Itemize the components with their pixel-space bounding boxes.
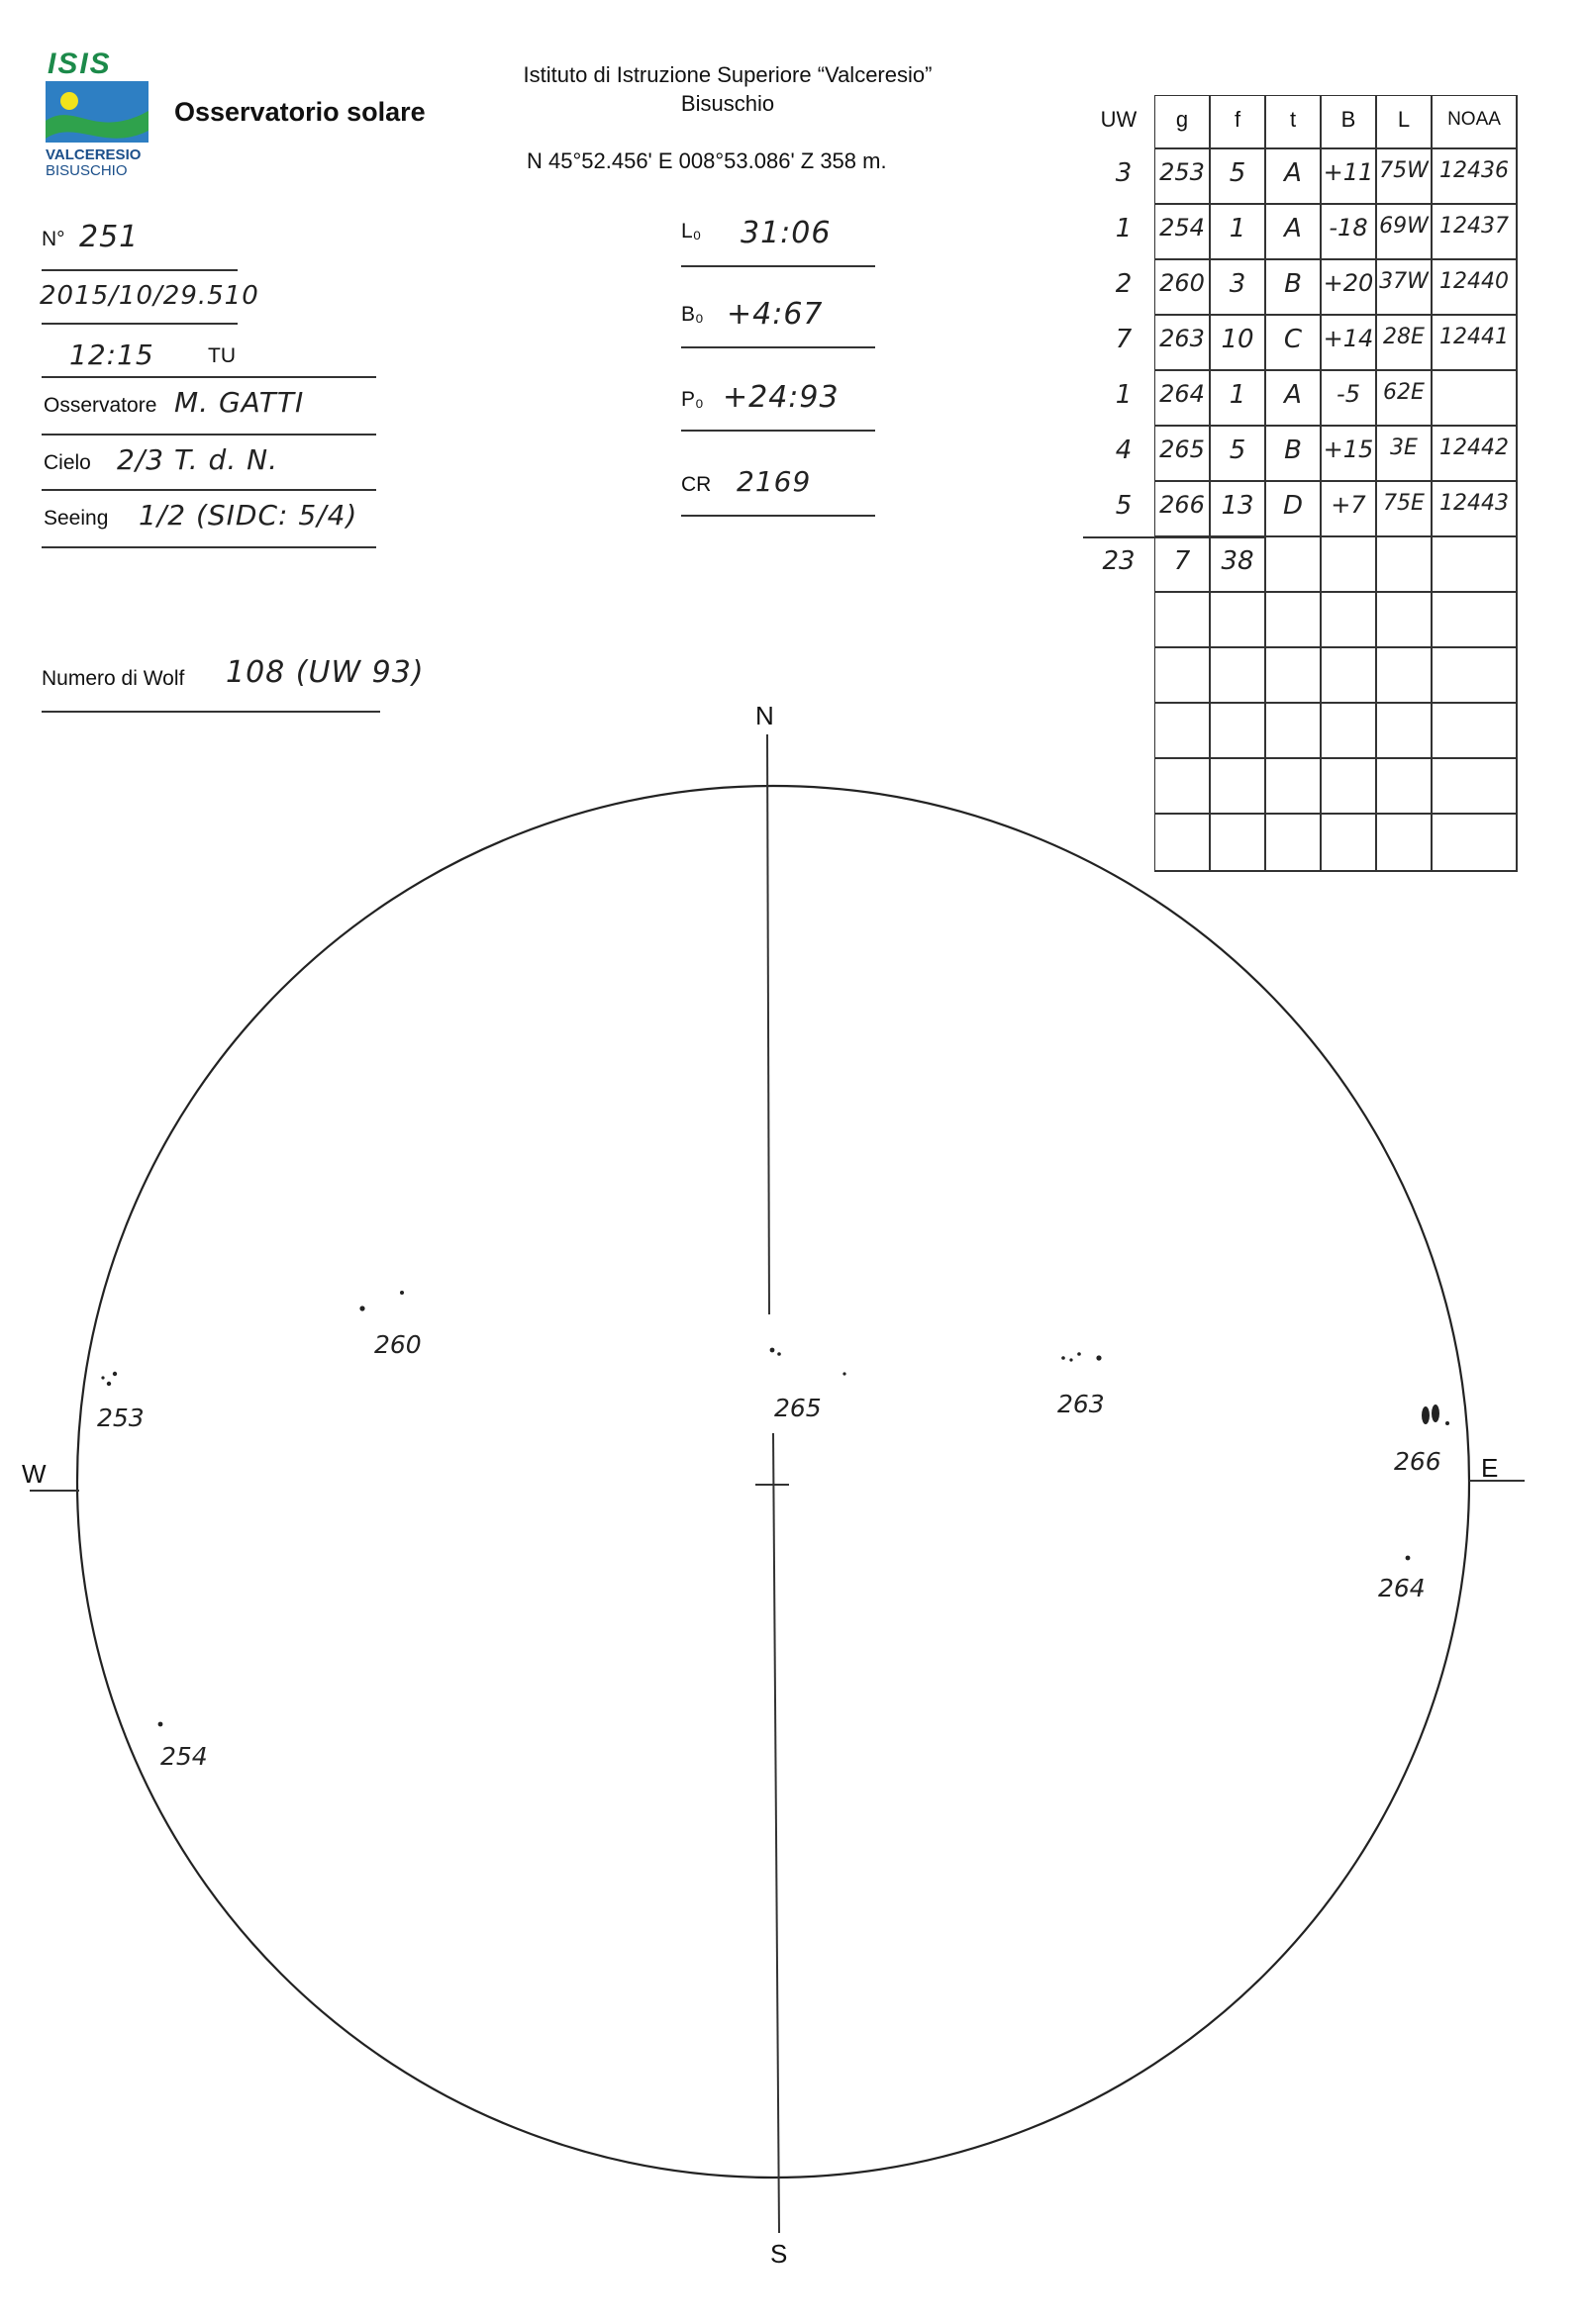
- spot-254-a: [158, 1722, 163, 1727]
- row-type: A: [1284, 380, 1302, 410]
- header-f: f: [1234, 107, 1241, 132]
- row-group: 253: [1159, 158, 1205, 186]
- l0-underline: [681, 265, 875, 267]
- observer-label: Osservatore: [44, 394, 157, 417]
- row-noaa: 12443: [1439, 491, 1509, 516]
- logo-line-2: BISUSCHIO: [46, 162, 128, 179]
- row-longitude: 75E: [1383, 491, 1425, 516]
- group-label-266: 266: [1394, 1447, 1441, 1476]
- spot-264-a: [1406, 1556, 1411, 1561]
- spot-253-b: [107, 1382, 111, 1386]
- row-uw: 3: [1115, 158, 1133, 188]
- row-latitude: +7: [1331, 491, 1366, 519]
- spot-263-b: [1069, 1358, 1072, 1361]
- row-latitude: +14: [1323, 325, 1374, 352]
- row-latitude: +11: [1323, 158, 1374, 186]
- header-l: L: [1397, 107, 1411, 132]
- spot-266-b: [1432, 1404, 1439, 1422]
- seeing-underline: [42, 546, 376, 548]
- spot-253-a: [113, 1372, 117, 1376]
- cr-underline: [681, 515, 875, 517]
- p0-value: +24:93: [723, 380, 840, 415]
- spot-263-a: [1061, 1356, 1065, 1360]
- institute-logo: [42, 48, 150, 186]
- header-b: B: [1340, 107, 1356, 132]
- group-label-260: 260: [374, 1330, 422, 1359]
- header-uw: UW: [1100, 107, 1138, 132]
- spot-266-a: [1422, 1406, 1430, 1424]
- row-spots: 5: [1229, 158, 1246, 188]
- row-group: 264: [1159, 380, 1205, 408]
- group-label-253: 253: [97, 1404, 145, 1432]
- wolf-value: 108 (UW 93): [226, 655, 425, 690]
- row-latitude: -5: [1336, 380, 1360, 408]
- row-longitude: 75W: [1379, 158, 1429, 183]
- row-noaa: 12440: [1439, 269, 1509, 294]
- row-spots: 3: [1229, 269, 1246, 299]
- total-groups: 7: [1173, 546, 1191, 576]
- group-label-263: 263: [1057, 1390, 1105, 1418]
- north-label: N: [755, 701, 774, 730]
- row-spots: 13: [1221, 491, 1254, 521]
- institute-name: Istituto di Istruzione Superiore “Valceresio”: [523, 62, 933, 87]
- spot-263-d: [1096, 1355, 1101, 1360]
- row-longitude: 37W: [1379, 269, 1429, 294]
- b0-value: +4:67: [727, 297, 824, 332]
- row-type: D: [1282, 491, 1304, 521]
- row-group: 265: [1159, 436, 1205, 463]
- row-type: A: [1284, 158, 1302, 188]
- spot-263-c: [1077, 1352, 1081, 1356]
- header-noaa: NOAA: [1447, 109, 1501, 130]
- l0-label: L₀: [681, 220, 702, 242]
- row-type: C: [1283, 325, 1303, 354]
- date-value: 2015/10/29.510: [40, 281, 259, 311]
- row-type: A: [1284, 214, 1302, 243]
- number-label: N°: [42, 228, 65, 250]
- row-longitude: 69W: [1379, 214, 1429, 239]
- row-longitude: 28E: [1383, 325, 1425, 349]
- wolf-label: Numero di Wolf: [42, 667, 185, 690]
- cr-value: 2169: [737, 465, 812, 498]
- seeing-value: 1/2 (SIDC: 5/4): [139, 499, 358, 532]
- row-group: 254: [1159, 214, 1205, 242]
- row-spots: 1: [1229, 214, 1246, 243]
- row-uw: 7: [1115, 325, 1133, 354]
- l0-value: 31:06: [741, 216, 832, 250]
- row-spots: 1: [1229, 380, 1246, 410]
- south-axis: [773, 1433, 779, 2233]
- observer-value: M. GATTI: [174, 386, 305, 419]
- time-value: 12:15: [69, 339, 154, 371]
- row-type: B: [1284, 436, 1302, 465]
- row-longitude: 62E: [1383, 380, 1425, 405]
- south-label: S: [770, 2239, 788, 2269]
- north-axis: [767, 734, 769, 1314]
- totals-rule: [1083, 536, 1265, 538]
- logo-line-1: VALCERESIO: [46, 146, 142, 163]
- number-underline: [42, 269, 238, 271]
- header-t: t: [1289, 107, 1297, 132]
- row-noaa: 12442: [1439, 436, 1509, 460]
- sky-underline: [42, 489, 376, 491]
- spot-260-a: [359, 1306, 364, 1310]
- group-label-254: 254: [160, 1742, 208, 1771]
- row-uw: 5: [1115, 491, 1133, 521]
- spot-265-a: [770, 1348, 775, 1353]
- row-uw: 1: [1115, 380, 1133, 410]
- row-group: 260: [1159, 269, 1205, 297]
- spot-265-c: [842, 1372, 845, 1375]
- west-label: W: [22, 1459, 47, 1489]
- cr-label: CR: [681, 473, 712, 496]
- total-spots: 38: [1221, 546, 1254, 576]
- group-label-265: 265: [774, 1394, 822, 1422]
- spot-265-b: [777, 1352, 781, 1356]
- row-longitude: 3E: [1390, 436, 1418, 460]
- sky-value: 2/3 T. d. N.: [117, 443, 278, 476]
- row-noaa: 12441: [1439, 325, 1509, 349]
- p0-underline: [681, 430, 875, 432]
- header-g: g: [1175, 107, 1189, 132]
- seeing-label: Seeing: [44, 507, 109, 530]
- row-group: 263: [1159, 325, 1205, 352]
- east-label: E: [1481, 1453, 1499, 1483]
- row-type: B: [1284, 269, 1302, 299]
- row-latitude: +20: [1323, 269, 1374, 297]
- solar-disk-drawing: [0, 693, 1584, 2296]
- b0-label: B₀: [681, 303, 704, 326]
- logo-wordmark: ISIS: [48, 48, 112, 80]
- row-spots: 10: [1221, 325, 1254, 354]
- row-noaa: 12436: [1439, 158, 1509, 183]
- p0-label: P₀: [681, 388, 704, 411]
- number-value: 251: [79, 220, 140, 254]
- row-spots: 5: [1229, 436, 1246, 465]
- b0-underline: [681, 346, 875, 348]
- row-latitude: +15: [1323, 436, 1374, 463]
- observatory-title: Osservatorio solare: [174, 97, 426, 127]
- spot-266-c: [1445, 1421, 1449, 1425]
- row-uw: 2: [1115, 269, 1133, 299]
- time-unit: TU: [208, 344, 236, 367]
- row-noaa: 12437: [1439, 214, 1509, 239]
- spot-253-c: [101, 1376, 104, 1379]
- row-latitude: -18: [1329, 214, 1368, 242]
- sky-label: Cielo: [44, 451, 91, 474]
- row-group: 266: [1159, 491, 1205, 519]
- time-underline: [42, 376, 376, 378]
- group-label-264: 264: [1378, 1574, 1426, 1602]
- observer-underline: [42, 434, 376, 436]
- institute-town: Bisuschio: [680, 91, 775, 116]
- total-uw: 23: [1102, 546, 1136, 576]
- row-uw: 4: [1115, 436, 1133, 465]
- observatory-coordinates: N 45°52.456' E 008°53.086' Z 358 m.: [527, 148, 887, 173]
- date-underline: [42, 323, 238, 325]
- spot-260-b: [400, 1291, 404, 1295]
- row-uw: 1: [1115, 214, 1133, 243]
